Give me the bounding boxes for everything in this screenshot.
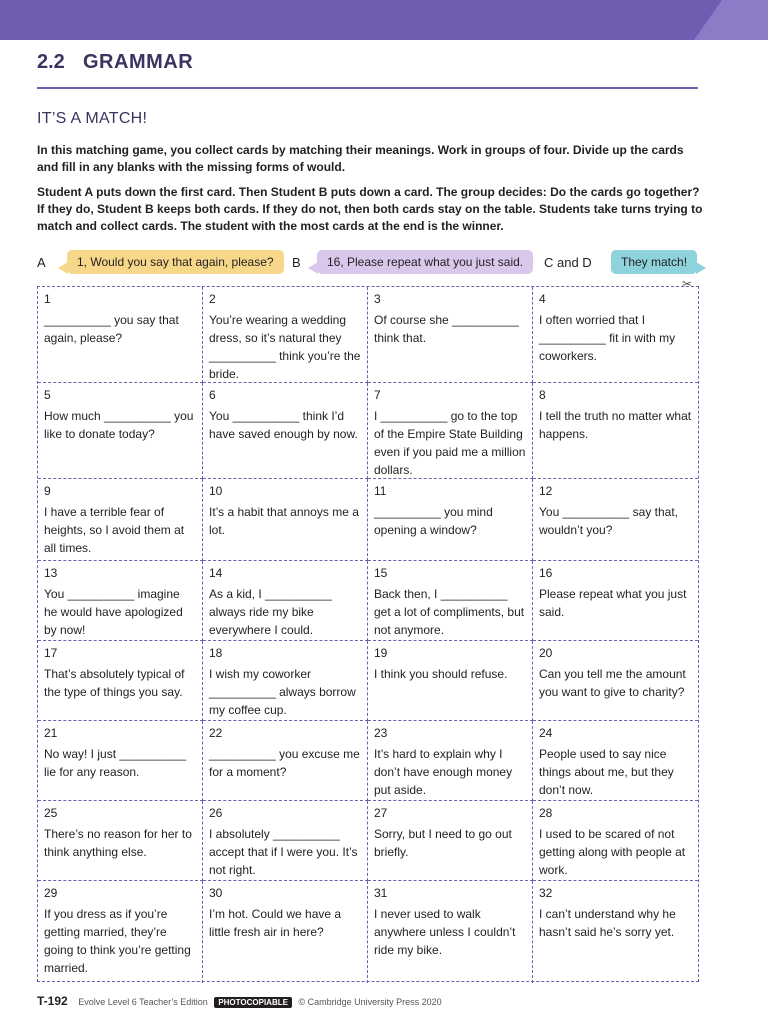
top-banner-tab — [694, 0, 768, 40]
scissors-icon: ✂ — [682, 277, 693, 291]
match-card — [533, 801, 698, 881]
card-number: 8 — [539, 388, 546, 402]
card-number: 13 — [44, 566, 58, 580]
speaker-b-label: B — [292, 255, 301, 270]
card-number: 16 — [539, 566, 553, 580]
speaker-b-bubble: 16, Please repeat what you just said. — [317, 250, 533, 274]
match-card — [368, 383, 533, 479]
card-text: It’s a habit that annoys me a lot. — [209, 505, 359, 537]
card-text: You __________ think I’d have saved enough by now. — [209, 409, 358, 441]
card-text: I used to be scared of not getting along with people at work. — [539, 827, 686, 877]
instructions — [37, 142, 707, 243]
card-text: I wish my coworker __________ always borrow my coffee cup. — [209, 667, 356, 717]
example-dialogue — [37, 250, 767, 276]
copyright: © Cambridge University Press 2020 — [298, 997, 442, 1007]
footer — [37, 994, 442, 1010]
card-number: 10 — [209, 484, 223, 498]
match-card — [38, 383, 203, 479]
card-number: 30 — [209, 886, 223, 900]
match-card — [203, 801, 368, 881]
card-text: You __________ imagine he would have apologized by now! — [44, 587, 183, 637]
speaker-cd-bubble: They match! — [611, 250, 697, 274]
card-number: 31 — [374, 886, 388, 900]
match-card — [533, 721, 698, 801]
section-number: 2.2 — [37, 51, 65, 73]
card-number: 32 — [539, 886, 553, 900]
match-card — [533, 561, 698, 641]
match-card — [203, 721, 368, 801]
card-number: 19 — [374, 646, 388, 660]
section-title: GRAMMAR — [83, 51, 194, 73]
card-number: 9 — [44, 484, 51, 498]
card-text: Please repeat what you just said. — [539, 587, 687, 619]
speaker-cd-label: C and D — [544, 255, 592, 270]
card-number: 1 — [44, 292, 51, 306]
card-text: __________ you excuse me for a moment? — [209, 747, 360, 779]
match-card — [38, 801, 203, 881]
match-card — [38, 881, 203, 983]
match-card — [203, 641, 368, 721]
card-text: People used to say nice things about me, but they don’t now. — [539, 747, 674, 797]
card-text: That’s absolutely typical of the type of things you say. — [44, 667, 185, 699]
match-card — [368, 561, 533, 641]
match-card — [38, 641, 203, 721]
speaker-a-label: A — [37, 255, 46, 270]
match-card — [203, 881, 368, 983]
card-text: No way! I just __________ lie for any reason. — [44, 747, 187, 779]
page-number: T-192 — [37, 994, 68, 1008]
match-card — [533, 479, 698, 561]
card-number: 2 — [209, 292, 216, 306]
match-card — [533, 641, 698, 721]
section-header — [37, 50, 698, 89]
speaker-a-bubble: 1, Would you say that again, please? — [67, 250, 284, 274]
match-card — [368, 641, 533, 721]
card-text: Can you tell me the amount you want to give to charity? — [539, 667, 686, 699]
card-text: Of course she __________ think that. — [374, 313, 519, 345]
card-text: Back then, I __________ get a lot of compliments, but not anymore. — [374, 587, 525, 637]
card-number: 18 — [209, 646, 223, 660]
card-text: How much __________ you like to donate today? — [44, 409, 194, 441]
card-number: 12 — [539, 484, 553, 498]
card-text: As a kid, I __________ always ride my bike everywhere I could. — [209, 587, 332, 637]
card-number: 22 — [209, 726, 223, 740]
card-number: 14 — [209, 566, 223, 580]
card-text: You __________ say that, wouldn’t you? — [539, 505, 679, 537]
card-number: 26 — [209, 806, 223, 820]
match-card — [533, 383, 698, 479]
match-card — [533, 881, 698, 983]
card-number: 27 — [374, 806, 388, 820]
card-number: 23 — [374, 726, 388, 740]
match-card — [38, 479, 203, 561]
card-number: 25 — [44, 806, 58, 820]
card-text: I __________ go to the top of the Empire State Building even if you paid me a million dollars. — [374, 409, 526, 477]
card-number: 15 — [374, 566, 388, 580]
book-title: Evolve Level 6 Teacher’s Edition — [78, 997, 208, 1007]
card-number: 11 — [374, 484, 387, 498]
instructions-paragraph-2: Student A puts down the first card. Then Student B puts down a card. The group decides: Do the cards go together? If they do, Student B keeps both cards. If they do not, then both cards stay on the table. Students take turns trying to match and collect cards. The student with the most cards at the end is the winner. — [37, 185, 703, 233]
card-text: If you dress as if you’re getting married, they’re going to think you’re getting married. — [44, 907, 191, 975]
card-text: I never used to walk anywhere unless I couldn’t ride my bike. — [374, 907, 516, 957]
match-card — [203, 383, 368, 479]
match-card — [203, 561, 368, 641]
card-number: 4 — [539, 292, 546, 306]
top-banner — [0, 0, 768, 40]
match-card — [368, 881, 533, 983]
match-card — [38, 561, 203, 641]
card-text: I have a terrible fear of heights, so I avoid them at all times. — [44, 505, 185, 555]
match-card — [368, 801, 533, 881]
card-text: It’s hard to explain why I don’t have enough money put aside. — [374, 747, 513, 797]
card-text: I tell the truth no matter what happens. — [539, 409, 692, 441]
activity-title: IT’S A MATCH! — [37, 110, 148, 127]
card-text: __________ you mind opening a window? — [374, 505, 493, 537]
card-number: 17 — [44, 646, 58, 660]
card-number: 28 — [539, 806, 553, 820]
match-card — [368, 287, 533, 383]
match-card — [203, 287, 368, 383]
card-text: I can’t understand why he hasn’t said he’s sorry yet. — [539, 907, 676, 939]
card-number: 21 — [44, 726, 58, 740]
card-number: 7 — [374, 388, 381, 402]
photocopiable-badge: PHOTOCOPIABLE — [214, 997, 292, 1008]
card-number: 20 — [539, 646, 553, 660]
card-text: __________ you say that again, please? — [44, 313, 179, 345]
match-card — [38, 287, 203, 383]
card-text: I think you should refuse. — [374, 667, 508, 681]
card-number: 6 — [209, 388, 216, 402]
card-number: 5 — [44, 388, 51, 402]
card-text: I often worried that I __________ fit in with my coworkers. — [539, 313, 676, 363]
match-card — [38, 721, 203, 801]
card-text: I’m hot. Could we have a little fresh air in here? — [209, 907, 342, 939]
card-number: 29 — [44, 886, 58, 900]
card-number: 3 — [374, 292, 381, 306]
card-text: Sorry, but I need to go out briefly. — [374, 827, 512, 859]
match-card — [368, 479, 533, 561]
card-number: 24 — [539, 726, 553, 740]
instructions-paragraph-1: In this matching game, you collect cards by matching their meanings. Work in groups of four. Divide up the cards and fill in any blanks with the missing forms of would. — [37, 143, 684, 174]
card-text: I absolutely __________ accept that if I were you. It’s not right. — [209, 827, 358, 877]
match-card — [368, 721, 533, 801]
card-text: You’re wearing a wedding dress, so it’s natural they __________ think you’re the bride. — [209, 313, 361, 381]
match-card — [533, 287, 698, 383]
card-text: There’s no reason for her to think anything else. — [44, 827, 192, 859]
match-card — [203, 479, 368, 561]
card-grid — [37, 286, 699, 982]
